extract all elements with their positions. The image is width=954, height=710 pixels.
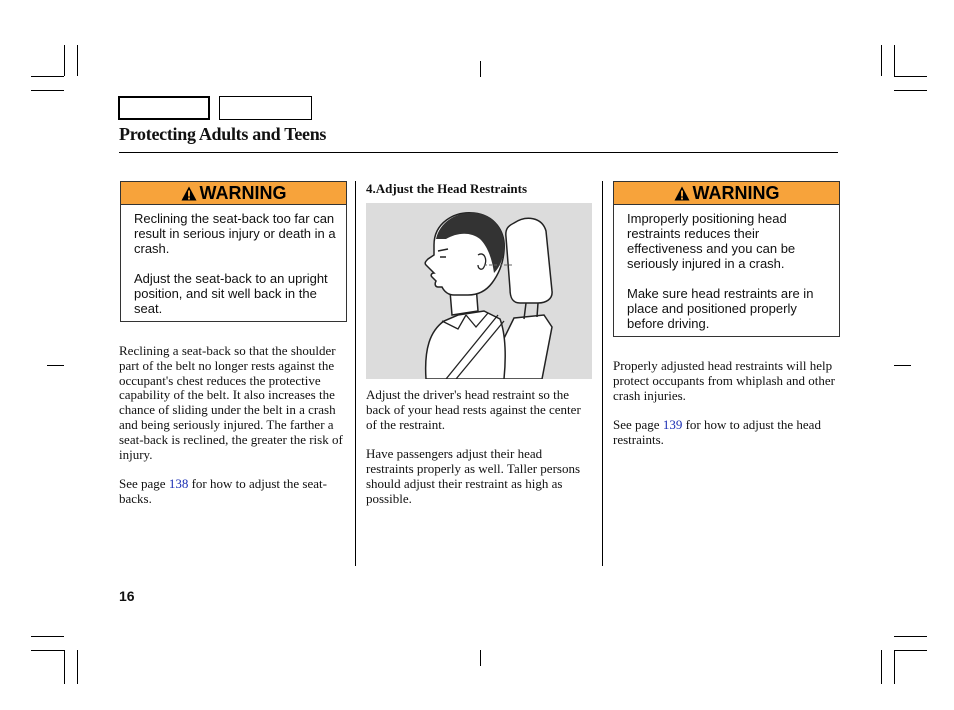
seated-person-icon bbox=[366, 203, 592, 379]
right-column-text bbox=[613, 359, 839, 463]
body-paragraph: Properly adjusted head restraints will help protect occupants from whiplash and other crash injuries. bbox=[613, 358, 836, 403]
warning-label: WARNING bbox=[692, 182, 780, 203]
warning-body bbox=[121, 205, 346, 322]
warning-paragraph: Reclining the seat-back too far can result in serious injury or death in a crash. bbox=[134, 211, 336, 256]
warning-header bbox=[614, 182, 839, 205]
left-column-text bbox=[119, 344, 347, 522]
page-title: Protecting Adults and Teens bbox=[119, 124, 327, 144]
title-rule bbox=[119, 152, 838, 153]
column-divider-left bbox=[355, 181, 356, 566]
warning-triangle-icon bbox=[181, 186, 197, 201]
body-paragraph: Have passengers adjust their head restraints properly as well. Taller persons should adjust their restraint as high as possible. bbox=[366, 446, 581, 506]
warning-paragraph: Make sure head restraints are in place and positioned properly before driving. bbox=[627, 286, 814, 331]
body-paragraph: Reclining a seat-back so that the shoulder part of the belt no longer rests against the occupant's chest reduces the protective capability of the belt. It also increases the chance of sliding under the belt in a crash and being seriously injured. The farther a seat-back is reclined, the greater the risk of injury. bbox=[119, 343, 343, 462]
column-divider-right bbox=[602, 181, 603, 566]
head-restraint-illustration bbox=[366, 203, 592, 379]
warning-header bbox=[121, 182, 346, 205]
section-heading: 4.Adjust the Head Restraints bbox=[366, 181, 528, 196]
warning-triangle-icon bbox=[674, 186, 690, 201]
warning-paragraph: Improperly positioning head restraints reduces their effectiveness and you can be seriously injured in a crash. bbox=[627, 211, 796, 271]
page-link-139[interactable]: 139 bbox=[662, 417, 683, 433]
nav-tab-main[interactable] bbox=[118, 96, 210, 120]
nav-tab-index[interactable] bbox=[219, 96, 312, 120]
warning-label: WARNING bbox=[199, 182, 287, 203]
page-link-138[interactable]: 138 bbox=[168, 476, 189, 492]
warning-box-right bbox=[613, 181, 840, 337]
middle-column-text bbox=[366, 388, 592, 521]
page-number: 16 bbox=[119, 588, 135, 604]
warning-paragraph: Adjust the seat-back to an upright position, and sit well back in the seat. bbox=[134, 271, 328, 316]
see-page-reference: See page 139 for how to adjust the head restraints. bbox=[613, 417, 821, 447]
warning-body bbox=[614, 205, 839, 337]
body-paragraph: Adjust the driver's head restraint so the back of your head rests against the center of the restraint. bbox=[366, 387, 581, 432]
see-page-reference: See page 138 for how to adjust the seat-backs. bbox=[119, 476, 327, 506]
warning-box-left bbox=[120, 181, 347, 322]
